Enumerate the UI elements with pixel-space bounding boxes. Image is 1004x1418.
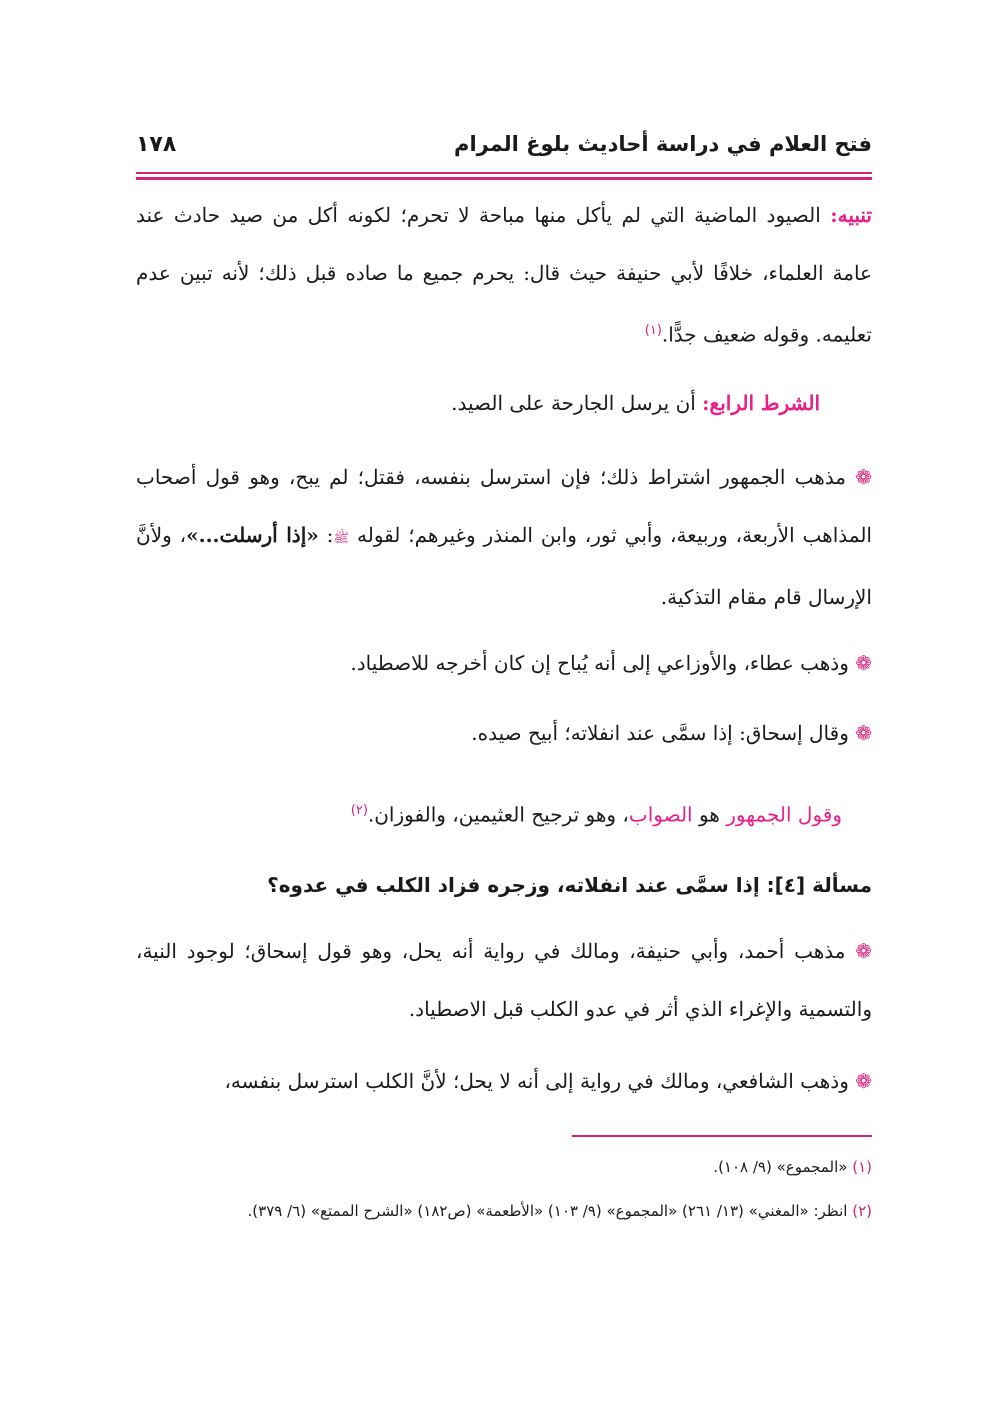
masala-text: مسألة [٤]: إذا سمَّى عند انفلاته، وزجره فزاد الكلب في عدوه؟ [267, 873, 872, 897]
paragraph-preferred [136, 782, 872, 844]
footnote-ref-2[interactable]: (٢) [350, 803, 368, 818]
p4-rest: ، وهو ترجيح العثيمين، والفوزان. [367, 802, 629, 827]
running-header [136, 128, 872, 168]
flower-marker-icon: ❁ [855, 939, 873, 963]
p4-sawab: الصواب [628, 802, 693, 827]
footnote-1 [136, 1154, 872, 1181]
tanbih-label: تنبيه: [830, 203, 872, 227]
flower-marker-icon: ❁ [855, 721, 872, 745]
tanbih-paragraph [136, 186, 872, 364]
p3-text: وقال إسحاق: إذا سمَّى عند انفلاته؛ أبيح صيده. [471, 721, 849, 745]
paragraph-ishaq [136, 704, 872, 762]
condition-label: الشرط الرابع: [702, 391, 820, 415]
flower-marker-icon: ❁ [855, 651, 872, 675]
p1-text-b: ، ولأنَّ الإرسال قام مقام التذكية. [136, 523, 872, 609]
p2-text: وذهب عطاء، والأوزاعي إلى أنه يُباح إن كان أخرجه للاصطياد. [350, 651, 849, 675]
p4-huwa: هو [698, 802, 720, 827]
flower-marker-icon: ❁ [855, 1069, 872, 1093]
flower-marker-icon: ❁ [855, 465, 872, 489]
header-rule-thick [136, 177, 872, 180]
paragraph-ahmad [136, 922, 872, 1038]
paragraph-shafii [136, 1052, 872, 1110]
footnote-number: (٢) [852, 1202, 872, 1220]
footnote-text: «المجموع» (٩/ ١٠٨). [713, 1158, 848, 1176]
condition-paragraph [136, 374, 872, 432]
p6-text: وذهب الشافعي، ومالك في رواية إلى أنه لا يحل؛ لأنَّ الكلب استرسل بنفسه، [224, 1069, 849, 1093]
footnote-number: (١) [852, 1158, 872, 1176]
p5-text: مذهب أحمد، وأبي حنيفة، ومالك في رواية أنه يحل، وهو قول إسحاق؛ لوجود النية، والتسمية والإغراء الذي أثر في عدو الكلب قبل الاصطياد. [136, 939, 872, 1021]
book-title: فتح العلام في دراسة أحاديث بلوغ المرام [454, 132, 872, 156]
header-rule-thin [136, 172, 872, 174]
masala-heading [136, 856, 872, 914]
p1-text-a: مذهب الجمهور اشتراط ذلك؛ فإن استرسل بنفسه، فقتل؛ لم يبح، وهو قول أصحاب المذاهب الأربعة، وربيعة، وأبي ثور، وابن المنذر وغيرهم؛ لقوله [136, 465, 872, 547]
page-number: ١٧٨ [136, 132, 177, 157]
footnote-ref-1[interactable]: (١) [644, 323, 662, 338]
paragraph-ata [136, 634, 872, 692]
footnote-separator [572, 1135, 872, 1137]
p4-jumhur: وقول الجمهور [726, 802, 842, 827]
hadith-quote: «إذا أرسلت...» [186, 523, 319, 547]
condition-text: أن يرسل الجارحة على الصيد. [451, 391, 696, 415]
tanbih-text: الصيود الماضية التي لم يأكل منها مباحة لا تحرم؛ لكونه أكل من صيد حادث عند عامة العلماء، خلافًا لأبي حنيفة حيث قال: يحرم جميع ما صاده قبل ذلك؛ لأنه تبين عدم تعليمه. وقوله ضعيف جدًّا. [136, 203, 872, 347]
paragraph-jumhur: ❁ مذهب الجمهور اشتراط ذلك؛ فإن استرسل بنفسه، فقتل؛ لم يبح، وهو قول أصحاب المذاهب الأربعة، وربيعة، وأبي ثور، وابن المنذر وغيرهم؛ لقوله ﷺ: «إذا أرسلت...»، ولأنَّ الإرسال قام مقام التذكية. [136, 465, 872, 609]
footnote-2 [136, 1198, 872, 1225]
footnote-text: انظر: «المغني» (١٣/ ٢٦١) «المجموع» (٩/ ١٠٣) «الأطعمة» (ص١٨٢) «الشرح الممتع» (٦/ ٣٧٩). [247, 1202, 848, 1220]
honorific-icon: ﷺ [333, 531, 350, 546]
